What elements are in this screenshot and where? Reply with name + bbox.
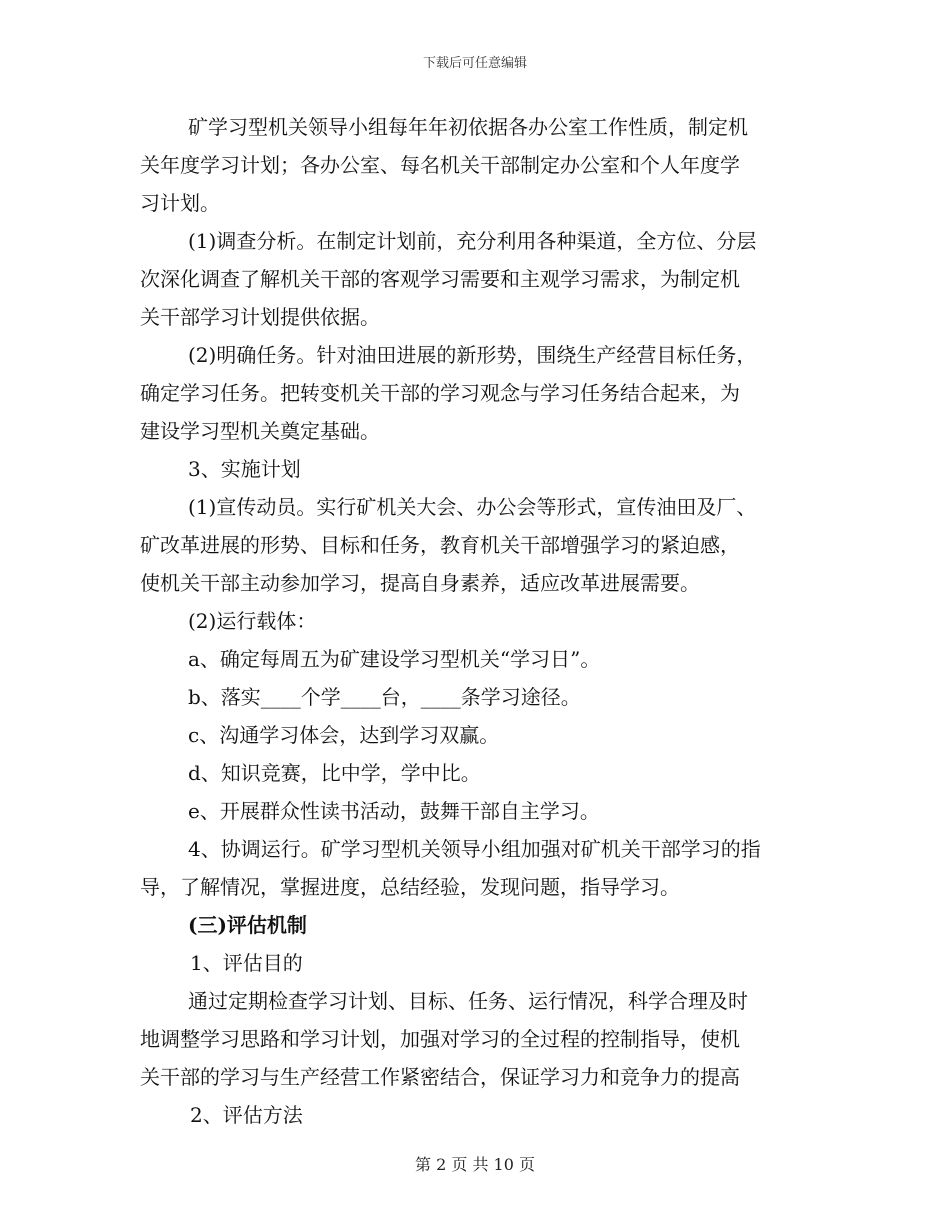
paragraph-line: (2)运行载体：: [188, 609, 317, 633]
list-item: e、开展群众性读书活动，鼓舞干部自主学习。: [188, 799, 600, 823]
paragraph-line: 关干部的学习与生产经营工作紧密结合，保证学习力和竞争力的提高: [140, 1065, 740, 1089]
paragraph-line: 习计划。: [140, 191, 220, 215]
list-item: c、沟通学习体会，达到学习双赢。: [188, 723, 500, 747]
page-number: 第 2 页 共 10 页: [415, 1155, 535, 1174]
paragraph-line: 使机关干部主动参加学习，提高自身素养，适应改革进展需要。: [140, 571, 700, 595]
section-heading: (三)评估机制: [188, 913, 307, 937]
list-item: a、确定每周五为矿建设学习型机关“学习日”。: [188, 647, 601, 671]
paragraph-line: 矿学习型机关领导小组每年年初依据各办公室工作性质，制定机: [188, 115, 748, 139]
section-heading: 3、实施计划: [188, 457, 301, 481]
paragraph-line: 导，了解情况，掌握进度，总结经验，发现问题，指导学习。: [140, 875, 680, 899]
paragraph-line: (1)宣传动员。实行矿机关大会、办公会等形式，宣传油田及厂、: [188, 495, 757, 519]
document-body: [140, 108, 820, 1134]
paragraph-line: 次深化调查了解机关干部的客观学习需要和主观学习需求，为制定机: [140, 267, 740, 291]
list-item: d、知识竞赛，比中学，学中比。: [188, 761, 481, 785]
subsection-heading: 2、评估方法: [190, 1103, 303, 1127]
paragraph-line: 关年度学习计划；各办公室、每名机关干部制定办公室和个人年度学: [140, 153, 740, 177]
list-item: b、落实____个学____台，____条学习途径。: [188, 685, 581, 709]
paragraph-line: 通过定期检查学习计划、目标、任务、运行情况，科学合理及时: [188, 989, 748, 1013]
paragraph-line: 矿改革进展的形势、目标和任务，教育机关干部增强学习的紧迫感，: [140, 533, 740, 557]
paragraph-line: 4、协调运行。矿学习型机关领导小组加强对矿机关干部学习的指: [188, 837, 761, 861]
paragraph-line: (1)调查分析。在制定计划前，充分利用各种渠道，全方位、分层: [188, 229, 757, 253]
page-header-note: 下载后可任意编辑: [422, 56, 527, 71]
paragraph-line: (2)明确任务。针对油田进展的新形势，围绕生产经营目标任务，: [188, 343, 757, 367]
paragraph-line: 建设学习型机关奠定基础。: [140, 419, 380, 443]
paragraph-line: 确定学习任务。把转变机关干部的学习观念与学习任务结合起来，为: [140, 381, 740, 405]
paragraph-line: 关干部学习计划提供依据。: [140, 305, 380, 329]
subsection-heading: 1、评估目的: [190, 951, 303, 975]
paragraph-line: 地调整学习思路和学习计划，加强对学习的全过程的控制指导，使机: [140, 1027, 740, 1051]
